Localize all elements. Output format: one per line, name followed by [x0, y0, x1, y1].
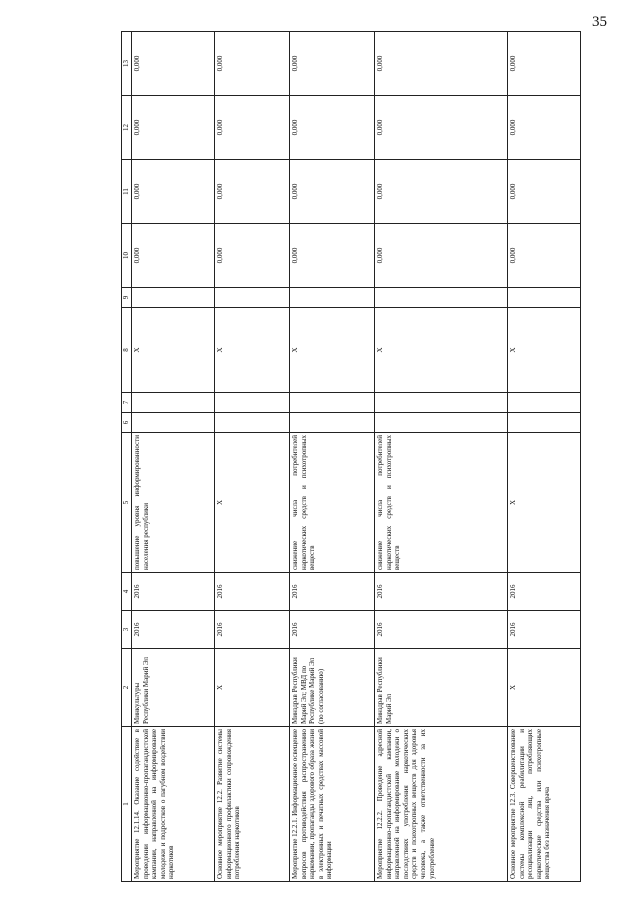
- value-cell: 0,000: [508, 160, 581, 224]
- cell-col9: [375, 288, 508, 308]
- expected-result-cell: X: [508, 433, 581, 573]
- cell-col7: [215, 393, 290, 413]
- column-header: 8: [122, 308, 132, 393]
- header-row: [122, 32, 132, 882]
- value-cell: 0,000: [508, 96, 581, 160]
- value-cell: 0,000: [290, 32, 375, 96]
- table-row: [215, 32, 290, 882]
- column-header: 13: [122, 32, 132, 96]
- cell-col7: [132, 393, 215, 413]
- value-cell: 0,000: [290, 224, 375, 288]
- value-cell: 0,000: [215, 224, 290, 288]
- cell-col7: [290, 393, 375, 413]
- value-cell: 0,000: [215, 96, 290, 160]
- value-cell: 0,000: [290, 96, 375, 160]
- measure-name-cell: Мероприятие 12.2.1. Информационное освещение вопросов противодействия распространению наркомании, пропаганды здорового образа жизни в электронных и печатных средствах массовой информации: [290, 727, 375, 882]
- measure-name-cell: Основное мероприятие 12.2. Развитие системы информационного профилактики сопровождения потребления наркотиков: [215, 727, 290, 882]
- end-year-cell: 2016: [290, 573, 375, 611]
- expected-result-cell: X: [215, 433, 290, 573]
- column-header: 9: [122, 288, 132, 308]
- value-cell: 0,000: [375, 224, 508, 288]
- start-year-cell: 2016: [132, 611, 215, 649]
- column-header: 12: [122, 96, 132, 160]
- value-cell: 0,000: [508, 32, 581, 96]
- end-year-cell: 2016: [375, 573, 508, 611]
- expected-result-cell: повышение уровня информированности населения республики: [132, 433, 215, 573]
- value-cell: 0,000: [508, 224, 581, 288]
- cell-col7: [508, 393, 581, 413]
- value-cell: 0,000: [215, 160, 290, 224]
- value-cell: 0,000: [290, 160, 375, 224]
- measure-name-cell: Мероприятие 12.1.14. Оказание содействие в проведении информационно-пропагандистской кампании, направленной на информирование молодежи и подростков о пагубном воздействии наркотиков: [132, 727, 215, 882]
- executor-cell: Минздрав Республики Марий Эл: [375, 649, 508, 727]
- start-year-cell: 2016: [290, 611, 375, 649]
- column-header: 10: [122, 224, 132, 288]
- measure-name-cell: Мероприятие 12.2.2. Проведение адресной информационно-пропагандистской кампании, направленной на информирование молодежи о последствиях употребления наркотических средств и психотропных веществ для здоровья человека, а также ответственности за их употребление: [375, 727, 508, 882]
- program-measures-table: [121, 31, 581, 882]
- executor-cell: X: [508, 649, 581, 727]
- cell-col6: [215, 413, 290, 433]
- cell-col6: [508, 413, 581, 433]
- value-cell: 0,000: [215, 32, 290, 96]
- column-header: 2: [122, 649, 132, 727]
- executor-cell: Минкультуры Республики Марий Эл: [132, 649, 215, 727]
- column-header: 1: [122, 727, 132, 882]
- cell-col8: X: [290, 308, 375, 393]
- table-row: [508, 32, 581, 882]
- column-header: 5: [122, 433, 132, 573]
- value-cell: 0,000: [132, 224, 215, 288]
- end-year-cell: 2016: [215, 573, 290, 611]
- cell-col9: [290, 288, 375, 308]
- value-cell: 0,000: [375, 96, 508, 160]
- column-header: 6: [122, 413, 132, 433]
- cell-col8: X: [215, 308, 290, 393]
- value-cell: 0,000: [375, 160, 508, 224]
- column-header: 4: [122, 573, 132, 611]
- column-header: 7: [122, 393, 132, 413]
- expected-result-cell: снижение числа потребителей наркотических средств и психотропных веществ: [290, 433, 375, 573]
- expected-result-cell: снижение числа потребителей наркотических средств и психотропных веществ: [375, 433, 508, 573]
- cell-col7: [375, 393, 508, 413]
- rotated-table-container: [121, 32, 552, 882]
- value-cell: 0,000: [375, 32, 508, 96]
- value-cell: 0,000: [132, 32, 215, 96]
- start-year-cell: 2016: [375, 611, 508, 649]
- cell-col9: [132, 288, 215, 308]
- measure-name-cell: Основное мероприятие 12.3. Совершенствование системы комплексной реабилитации и ресоциализации лиц, потребляющих наркотические средства или психотропные вещества без назначения врача: [508, 727, 581, 882]
- end-year-cell: 2016: [508, 573, 581, 611]
- end-year-cell: 2016: [132, 573, 215, 611]
- cell-col6: [132, 413, 215, 433]
- column-header: 3: [122, 611, 132, 649]
- start-year-cell: 2016: [215, 611, 290, 649]
- cell-col6: [290, 413, 375, 433]
- cell-col8: X: [375, 308, 508, 393]
- page-number: 35: [592, 14, 607, 30]
- cell-col8: X: [132, 308, 215, 393]
- cell-col8: X: [508, 308, 581, 393]
- start-year-cell: 2016: [508, 611, 581, 649]
- column-header: 11: [122, 160, 132, 224]
- executor-cell: Минздрав Республики Марий Эл; МВД по Республике Марий Эл (по согласованию): [290, 649, 375, 727]
- table-row: [132, 32, 215, 882]
- table-row: [375, 32, 508, 882]
- cell-col9: [508, 288, 581, 308]
- cell-col6: [375, 413, 508, 433]
- executor-cell: X: [215, 649, 290, 727]
- table-row: [290, 32, 375, 882]
- value-cell: 0,000: [132, 96, 215, 160]
- value-cell: 0,000: [132, 160, 215, 224]
- cell-col9: [215, 288, 290, 308]
